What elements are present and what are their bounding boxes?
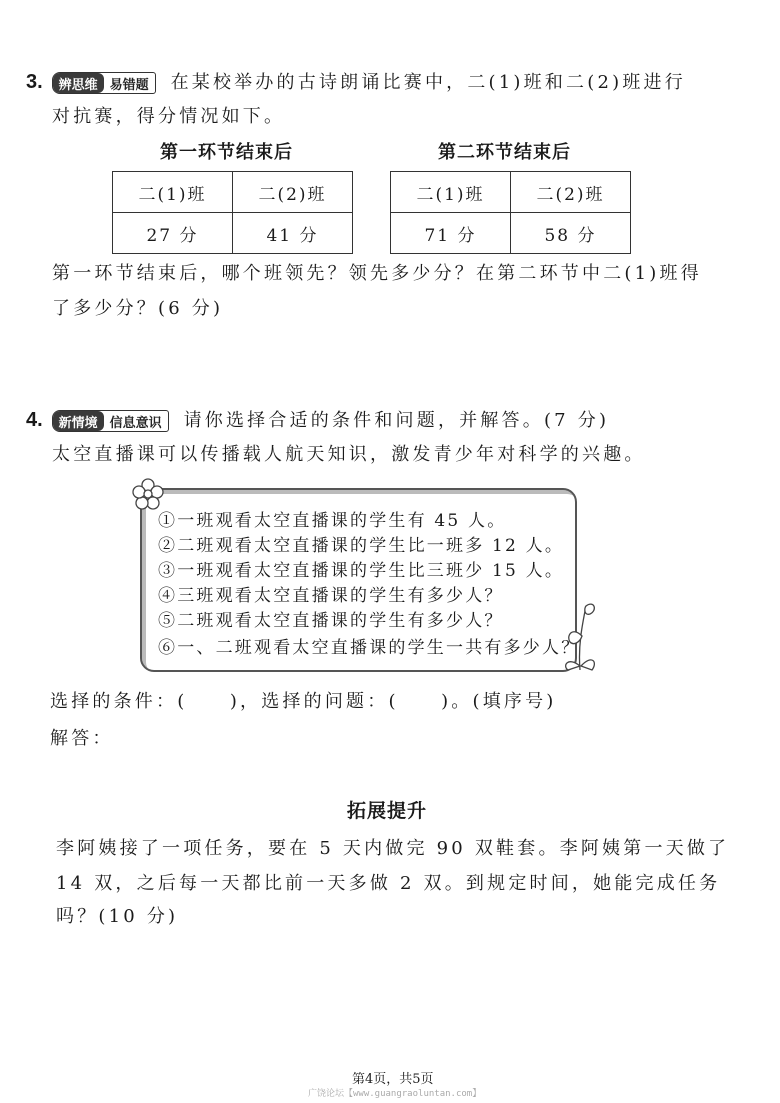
extension-line2: 14 双，之后每一天都比前一天多做 2 双。到规定时间，她能完成任务 [56,873,721,894]
q4-line1 [26,406,609,432]
section-title: 拓展提升 [347,800,428,822]
condition-item-2: ②二班观看太空直播课的学生比一班多 12 人。 [158,536,565,556]
table1-title: 第一环节结束后 [160,142,293,163]
answer-label: 解答： [50,728,114,749]
header-class2: 二(2)班 [233,172,353,213]
page-number: 第4页，共5页 [352,1072,434,1087]
q3-number: 3. [26,71,43,93]
extension-line1: 李阿姨接了一项任务，要在 5 天内做完 90 双鞋套。李阿姨第一天做了 [56,838,730,859]
question-item-6: ⑥一、二班观看太空直播课的学生一共有多少人？ [158,638,581,658]
q3-text-line2: 对抗赛，得分情况如下。 [52,106,286,127]
score-class1: 71 分 [391,213,511,254]
table2-title: 第二环节结束后 [438,142,571,163]
watermark: 广饶论坛【www.guangraoluntan.com】 [308,1089,482,1099]
extension-line3: 吗？(10 分) [56,906,179,927]
q3-line1 [26,68,686,94]
tag-thinking: 辨思维 [53,73,104,93]
q4-text-line2: 太空直播课可以传播载人航天知识，激发青少年对科学的兴趣。 [52,444,646,465]
q3-text-line1: 在某校举办的古诗朗诵比赛中，二(1)班和二(2)班进行 [170,72,686,93]
tag-info-awareness: 信息意识 [109,415,162,431]
q4-text-line1: 请你选择合适的条件和问题，并解答。(7 分) [183,410,610,431]
q4-tag [52,410,169,432]
score-table-1 [112,171,353,254]
header-class1: 二(1)班 [391,172,511,213]
q4-number: 4. [26,409,43,431]
q3-tag [52,72,156,94]
score-class1: 27 分 [113,213,233,254]
condition-item-1: ①一班观看太空直播课的学生有 45 人。 [158,511,507,531]
q3-question-line1: 第一环节结束后，哪个班领先？领先多少分？在第二环节中二(1)班得 [52,263,702,284]
header-class1: 二(1)班 [113,172,233,213]
score-table-2 [390,171,631,254]
tag-new-context: 新情境 [53,411,104,431]
q3-question-line2: 了多少分？(6 分) [52,298,224,319]
header-class2: 二(2)班 [511,172,631,213]
score-class2: 41 分 [233,213,353,254]
question-item-4: ④三班观看太空直播课的学生有多少人？ [158,586,504,606]
choose-line: 选择的条件：( )，选择的问题：( )。(填序号) [50,691,557,712]
question-item-5: ⑤二班观看太空直播课的学生有多少人？ [158,611,504,631]
condition-item-3: ③一班观看太空直播课的学生比三班少 15 人。 [158,561,565,581]
score-class2: 58 分 [511,213,631,254]
tag-error-prone: 易错题 [109,77,149,93]
